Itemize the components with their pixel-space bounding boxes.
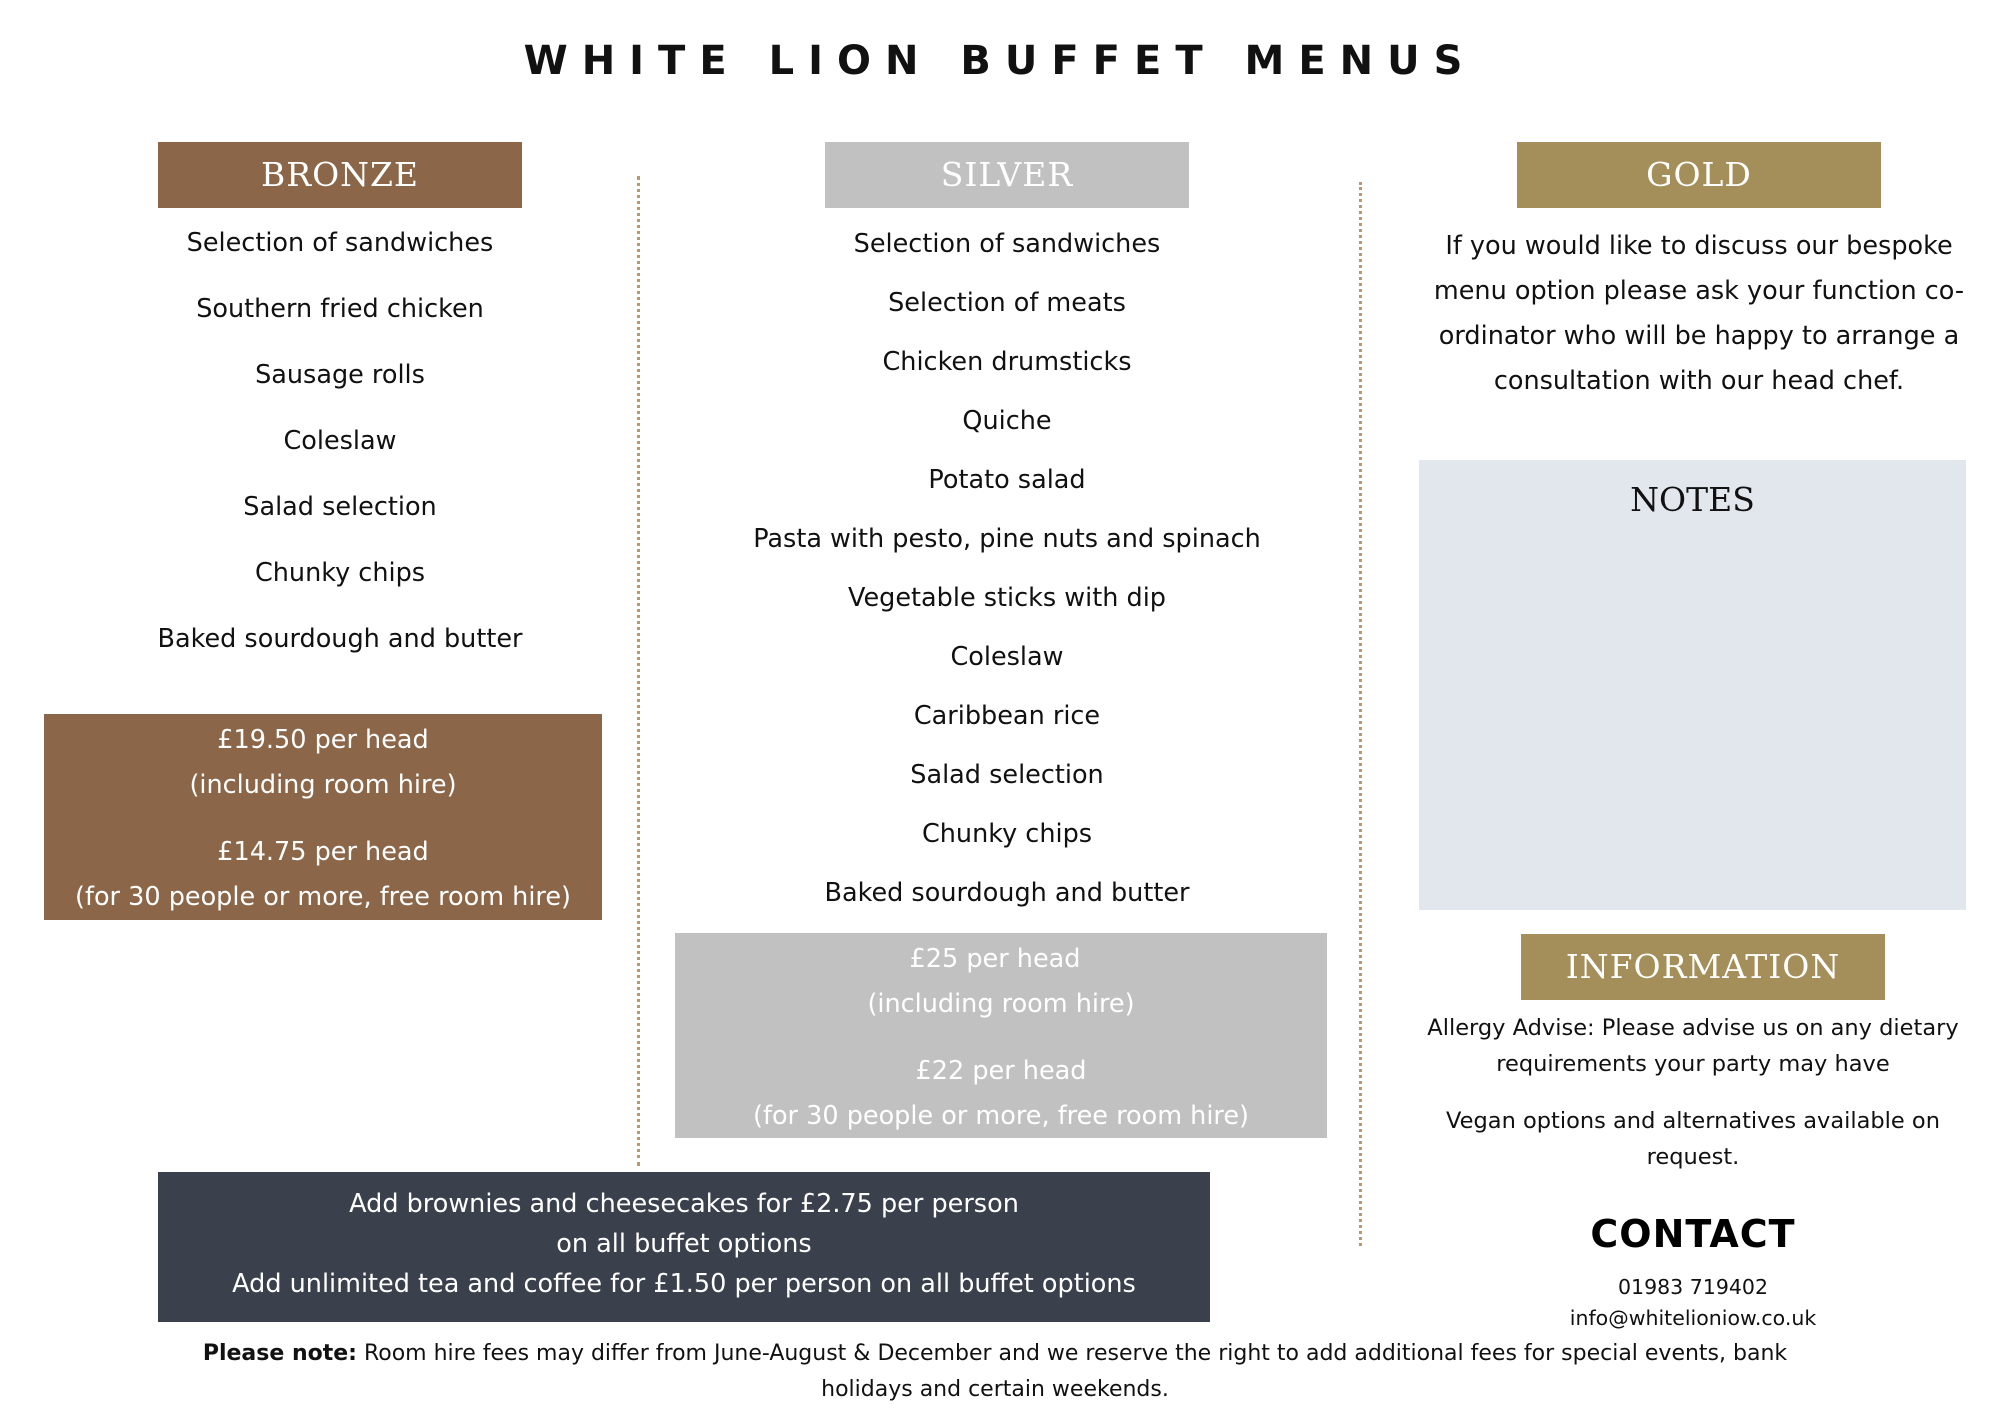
contact-title: CONTACT xyxy=(1590,1212,1796,1256)
silver-header: SILVER xyxy=(825,142,1189,208)
footer-note xyxy=(170,1336,1820,1408)
silver-price-note: (including room hire) xyxy=(867,989,1135,1019)
menu-item: Chicken drumsticks xyxy=(882,347,1132,377)
menu-item: Coleslaw xyxy=(283,426,397,456)
silver-price-box xyxy=(675,933,1327,1138)
notes-title: NOTES xyxy=(1630,480,1755,519)
vegan-options: Vegan options and alternatives available on request. xyxy=(1446,1108,1940,1170)
bronze-group-price-note: (for 30 people or more, free room hire) xyxy=(75,882,571,912)
addon-desserts-scope: on all buffet options xyxy=(556,1229,812,1259)
bronze-price-note: (including room hire) xyxy=(189,770,457,800)
addon-tea-coffee: Add unlimited tea and coffee for £1.50 per person on all buffet options xyxy=(232,1269,1136,1299)
notes-panel xyxy=(1419,460,1966,910)
menu-item: Baked sourdough and butter xyxy=(824,878,1190,908)
menu-item: Southern fried chicken xyxy=(196,294,484,324)
menu-item: Caribbean rice xyxy=(913,701,1101,731)
menu-item: Chunky chips xyxy=(921,819,1093,849)
bronze-header: BRONZE xyxy=(158,142,522,208)
silver-group-price: £22 per head xyxy=(915,1056,1087,1086)
menu-item: Selection of sandwiches xyxy=(186,228,494,258)
menu-item: Pasta with pesto, pine nuts and spinach xyxy=(753,524,1261,554)
menu-item: Chunky chips xyxy=(254,558,426,588)
menu-item: Quiche xyxy=(962,406,1052,436)
menu-item: Vegetable sticks with dip xyxy=(848,583,1166,613)
contact-phone[interactable]: 01983 719402 xyxy=(1618,1275,1768,1299)
addon-desserts: Add brownies and cheesecakes for £2.75 per person xyxy=(349,1189,1019,1219)
bronze-price: £19.50 per head xyxy=(217,725,429,755)
menu-item: Baked sourdough and butter xyxy=(157,624,523,654)
gold-header: GOLD xyxy=(1517,142,1881,208)
menu-item: Potato salad xyxy=(928,465,1086,495)
gold-description: If you would like to discuss our bespoke menu option please ask your function co-ordinator who will be happy to arrange a consultation with our head chef. xyxy=(1433,231,1965,396)
silver-group-price-note: (for 30 people or more, free room hire) xyxy=(753,1101,1249,1131)
menu-item: Salad selection xyxy=(243,492,437,522)
menu-item: Selection of meats xyxy=(888,288,1126,318)
column-divider xyxy=(1359,182,1362,1246)
footer-note-label: Please note: xyxy=(202,1341,357,1366)
menu-item: Coleslaw xyxy=(950,642,1064,672)
bronze-price-box xyxy=(44,714,602,920)
silver-price: £25 per head xyxy=(909,944,1081,974)
menu-item: Salad selection xyxy=(910,760,1104,790)
information-header: INFORMATION xyxy=(1521,934,1885,1000)
column-divider xyxy=(637,176,640,1166)
menu-item: Selection of sandwiches xyxy=(853,229,1161,259)
page-title: WHITE LION BUFFET MENUS xyxy=(523,38,1477,84)
footer-note-text: Room hire fees may differ from June-August & December and we reserve the right to add additional fees for special events, bank holidays and certain weekends. xyxy=(363,1341,1788,1402)
contact-email[interactable]: info@whitelioniow.co.uk xyxy=(1569,1306,1817,1330)
addons-box xyxy=(158,1172,1210,1322)
bronze-group-price: £14.75 per head xyxy=(217,837,429,867)
menu-item: Sausage rolls xyxy=(255,360,425,390)
allergy-advice: Allergy Advise: Please advise us on any dietary requirements your party may have xyxy=(1427,1015,1959,1077)
